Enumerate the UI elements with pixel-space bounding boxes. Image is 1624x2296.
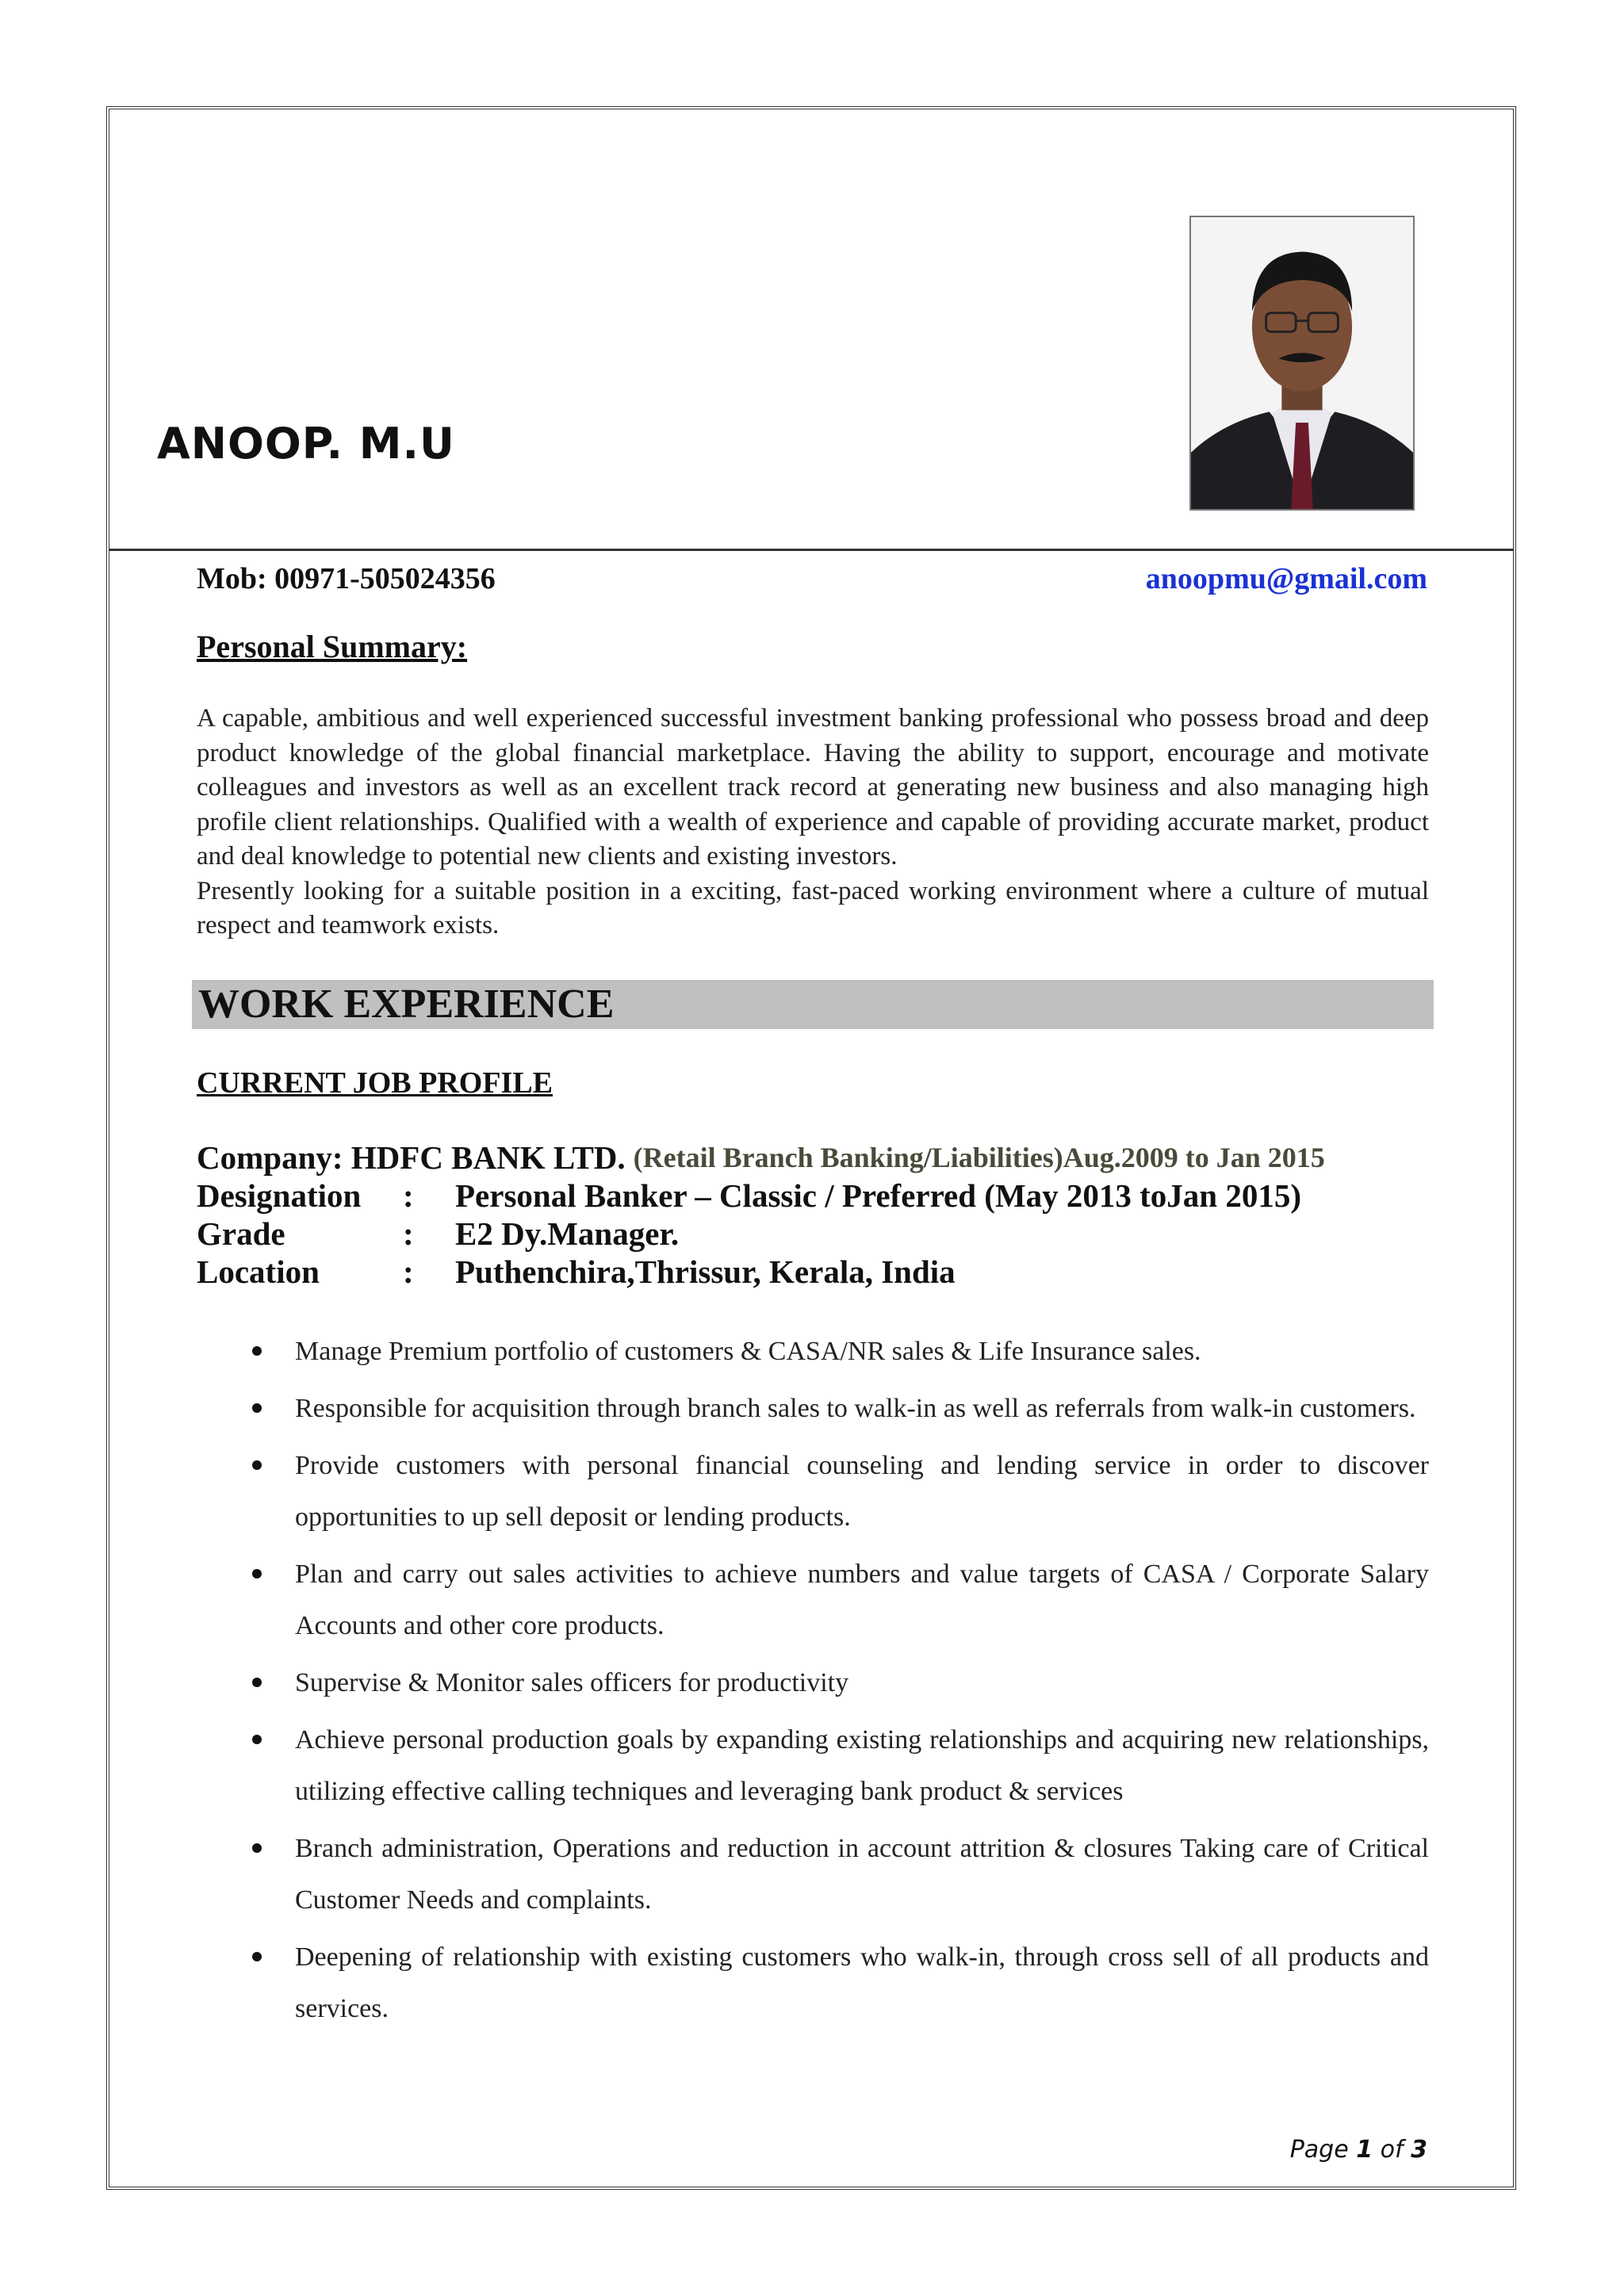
current-job-heading: CURRENT JOB PROFILE — [197, 1066, 553, 1100]
info-row-designation — [197, 1177, 1325, 1215]
list-item-text: Manage Premium portfolio of customers & CASA/NR sales & Life Insurance sales. — [295, 1337, 1201, 1366]
list-item-text: Branch administration, Operations and reduction in account attrition & closures Taking care of Critical Customer Needs and complaints. — [295, 1834, 1429, 1915]
info-row-grade — [197, 1215, 1325, 1253]
company-row — [197, 1138, 1325, 1177]
company-label: Company: HDFC BANK LTD. — [197, 1139, 626, 1176]
info-colon: : — [403, 1215, 414, 1252]
list-item-text: Provide customers with personal financial counseling and lending service in order to discover opportunities to up sell deposit or lending products. — [295, 1451, 1429, 1532]
list-item-text: Deepening of relationship with existing customers who walk-in, through cross sell of all products and services. — [295, 1942, 1429, 2023]
list-item — [197, 1657, 1429, 1709]
mobile-number: Mob: 00971-505024356 — [197, 562, 496, 595]
bullet-icon — [252, 1460, 262, 1470]
list-item — [197, 1326, 1429, 1377]
info-label: Location — [197, 1253, 320, 1290]
work-experience-banner: WORK EXPERIENCE — [192, 980, 1434, 1029]
list-item-text: Supervise & Monitor sales officers for productivity — [295, 1668, 849, 1697]
summary-paragraph-2: Presently looking for a suitable position in a exciting, fast-paced working environment where a culture of mutual respect and teamwork exists. — [197, 876, 1429, 939]
bullet-icon — [252, 1735, 262, 1744]
bullet-icon — [252, 1569, 262, 1578]
info-colon: : — [403, 1253, 414, 1290]
bullet-icon — [252, 1403, 262, 1413]
info-colon: : — [403, 1177, 414, 1214]
list-item-text: Achieve personal production goals by expanding existing relationships and acquiring new relationships, utilizing effective calling techniques and leveraging bank product & services — [295, 1725, 1429, 1806]
summary-paragraph-1: A capable, ambitious and well experienced successful investment banking professional who possess broad and deep product knowledge of the global financial marketplace. Having the ability to support, encourage and motivate colleagues and investors as well as an excellent track record at generating new business and also managing high profile client relationships. Qualified with a wealth of experience and capable of providing accurate market, product and deal knowledge to potential new clients and existing investors. — [197, 704, 1429, 871]
info-value: Puthenchira,Thrissur, Kerala, India — [455, 1253, 956, 1290]
bullet-icon — [252, 1952, 262, 1961]
bullet-icon — [252, 1843, 262, 1853]
responsibilities-list — [197, 1326, 1429, 2040]
list-item-text: Plan and carry out sales activities to achieve numbers and value targets of CASA / Corporate Salary Accounts and other core products. — [295, 1559, 1429, 1640]
page-total: 3 — [1411, 2136, 1427, 2164]
company-note: (Retail Branch Banking/Liabilities)Aug.2009 to Jan 2015 — [633, 1142, 1325, 1173]
info-label: Designation — [197, 1177, 362, 1214]
profile-photo — [1189, 216, 1415, 511]
info-value: Personal Banker – Classic / Preferred (May 2013 toJan 2015) — [455, 1177, 1302, 1214]
bullet-icon — [252, 1678, 262, 1687]
info-value: E2 Dy.Manager. — [455, 1215, 680, 1252]
info-label: Grade — [197, 1215, 285, 1252]
list-item — [197, 1823, 1429, 1926]
list-item — [197, 1931, 1429, 2034]
of-word: of — [1380, 2136, 1404, 2164]
email-link[interactable]: anoopmu@gmail.com — [1145, 562, 1427, 595]
candidate-name: ANOOP. M.U — [157, 419, 455, 469]
list-item-text: Responsible for acquisition through branch sales to walk-in as well as referrals from walk-in customers. — [295, 1394, 1416, 1423]
info-row-location — [197, 1253, 1325, 1291]
page-number — [1290, 2136, 1427, 2164]
list-item — [197, 1548, 1429, 1651]
bullet-icon — [252, 1346, 262, 1356]
summary-text — [197, 702, 1429, 943]
list-item — [197, 1440, 1429, 1543]
job-info — [197, 1138, 1325, 1291]
summary-heading: Personal Summary: — [197, 629, 468, 664]
page-word: Page — [1289, 2136, 1349, 2164]
page-current: 1 — [1356, 2136, 1373, 2164]
list-item — [197, 1383, 1429, 1434]
header-divider — [109, 549, 1513, 551]
list-item — [197, 1714, 1429, 1817]
